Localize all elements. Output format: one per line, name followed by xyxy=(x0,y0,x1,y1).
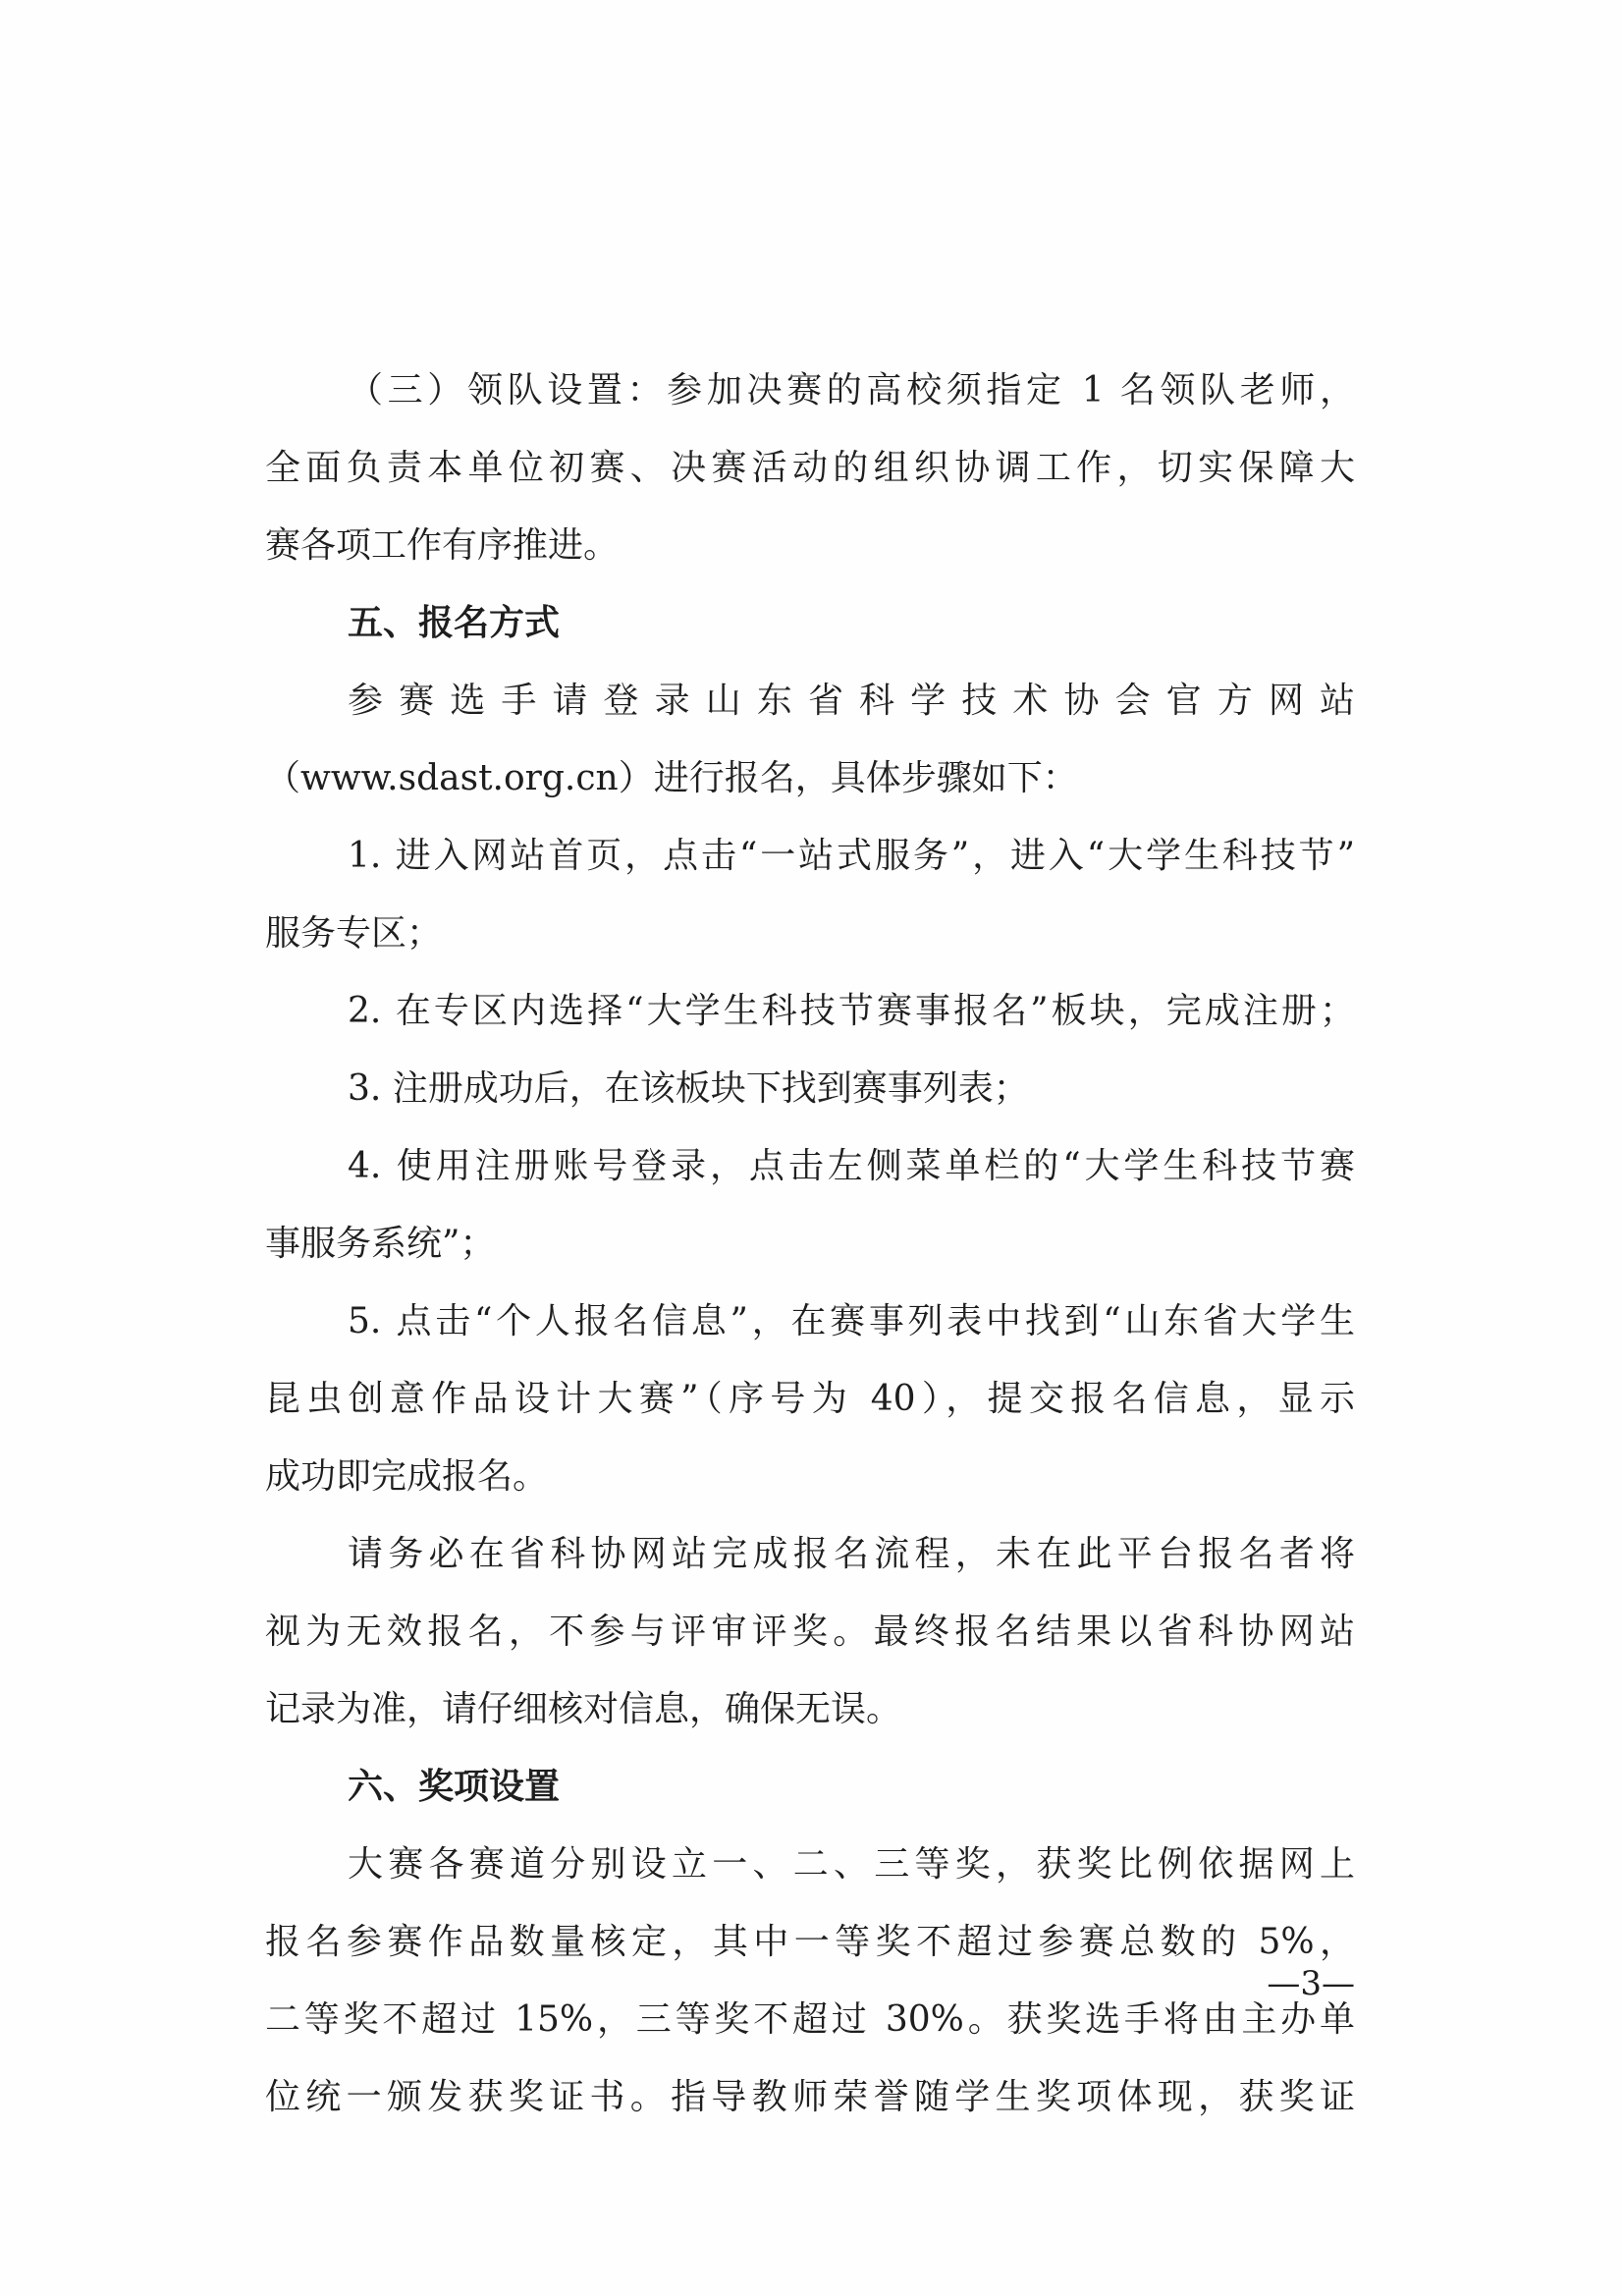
step-3: 3. 注册成功后，在该板块下找到赛事列表； xyxy=(348,1068,1029,1109)
step-5-continued: 成功即完成报名。 xyxy=(265,1456,549,1497)
section-heading-awards: 六、奖项设置 xyxy=(348,1767,561,1807)
paragraph-leader-setup: （三）领队设置：参加决赛的高校须指定 1 名领队老师， xyxy=(348,370,1355,410)
step-4-continued: 事服务系统”； xyxy=(265,1224,496,1264)
paragraph-text-line: 全面负责本单位初赛、决赛活动的组织协调工作，切实保障大 xyxy=(265,448,1355,488)
step-1: 1. 进入网站首页，点击“一站式服务”，进入“大学生科技节” xyxy=(348,836,1355,876)
paragraph-text-line: 报名参赛作品数量核定，其中一等奖不超过参赛总数的 5%， xyxy=(265,1922,1355,1962)
paragraph-registration-intro: 参赛选手请登录山东省科学技术协会官方网站 xyxy=(348,681,1355,721)
paragraph-text-line: （www.sdast.org.cn）进行报名，具体步骤如下： xyxy=(265,758,1078,798)
paragraph-awards: 大赛各赛道分别设立一、二、三等奖，获奖比例依据网上 xyxy=(348,1844,1355,1885)
step-1-continued: 服务专区； xyxy=(265,913,443,954)
paragraph-text-line: 赛各项工作有序推进。 xyxy=(265,525,620,566)
paragraph-text-line: 视为无效报名，不参与评审评奖。最终报名结果以省科协网站 xyxy=(265,1612,1355,1652)
step-5-continued: 昆虫创意作品设计大赛”（序号为 40），提交报名信息，显示 xyxy=(265,1379,1355,1419)
paragraph-text-line: 二等奖不超过 15%，三等奖不超过 30%。获奖选手将由主办单 xyxy=(265,1999,1355,2040)
page-number: —3— xyxy=(1267,1964,1355,2003)
document-body xyxy=(265,352,1355,2136)
paragraph-registration-notice: 请务必在省科协网站完成报名流程，未在此平台报名者将 xyxy=(348,1534,1355,1574)
paragraph-text-line: 位统一颁发获奖证书。指导教师荣誉随学生奖项体现，获奖证 xyxy=(265,2077,1355,2117)
step-2: 2. 在专区内选择“大学生科技节赛事报名”板块，完成注册； xyxy=(348,991,1355,1031)
section-heading-registration: 五、报名方式 xyxy=(348,603,561,643)
step-5: 5. 点击“个人报名信息”，在赛事列表中找到“山东省大学生 xyxy=(348,1301,1355,1341)
paragraph-text-line: 记录为准，请仔细核对信息，确保无误。 xyxy=(265,1689,902,1729)
step-4: 4. 使用注册账号登录，点击左侧菜单栏的“大学生科技节赛 xyxy=(348,1146,1355,1186)
